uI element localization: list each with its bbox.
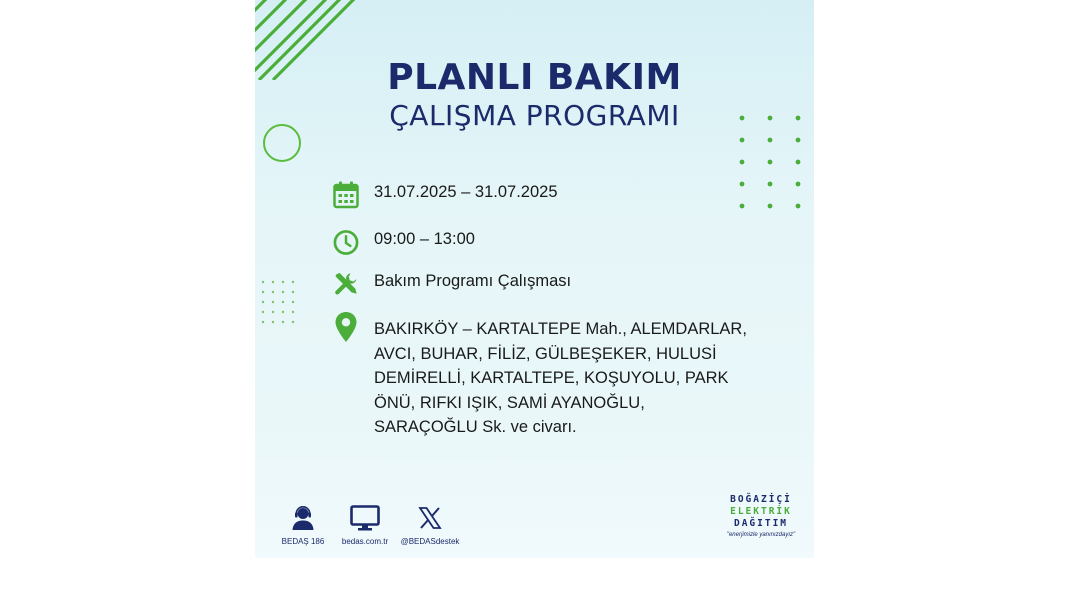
address-line: DEMİRELLİ, KARTALTEPE, KOŞUYOLU, PARK <box>374 369 729 387</box>
date-row <box>333 180 558 210</box>
address-line: ÖNÜ, RIFKI IŞIK, SAMİ AYANOĞLU, <box>374 393 645 412</box>
address-line: BAKIRKÖY – KARTALTEPE Mah., ALEMDARLAR, <box>374 320 747 338</box>
work-type-row <box>333 269 571 299</box>
page-title: PLANLI BAKIM <box>387 57 682 98</box>
address-line: SARAÇOĞLU Sk. ve civarı. <box>374 418 577 436</box>
company-logo <box>721 494 801 538</box>
location-pin-icon <box>333 311 359 343</box>
calendar-icon <box>333 180 359 210</box>
affected-areas <box>374 311 764 440</box>
x-logo-icon <box>397 503 463 533</box>
website-contact[interactable] <box>337 503 393 546</box>
work-type-text: Bakım Programı Çalışması <box>374 272 572 290</box>
logo-tagline: "enerjimizle yanınızdayız" <box>726 532 796 538</box>
x-handle-label: @BEDASdestek <box>400 537 460 546</box>
page-subtitle: ÇALIŞMA PROGRAMI <box>389 99 680 132</box>
monitor-icon <box>337 503 393 533</box>
time-range-text: 09:00 – 13:00 <box>374 230 475 248</box>
call-center-contact <box>275 503 331 546</box>
time-row <box>333 227 475 257</box>
small-dot-grid-decoration <box>261 280 301 324</box>
logo-line-3: DAĞITIM <box>733 518 789 529</box>
phone-label: BEDAŞ 186 <box>281 537 325 546</box>
call-center-agent-icon <box>275 503 331 533</box>
maintenance-card <box>255 0 814 558</box>
logo-line-1: BOĞAZİÇİ <box>730 494 792 505</box>
clock-icon <box>333 227 359 257</box>
x-contact[interactable] <box>397 503 463 546</box>
website-label: bedas.com.tr <box>341 537 389 546</box>
tools-icon <box>333 269 359 299</box>
logo-line-2: ELEKTRİK <box>730 506 792 517</box>
address-line: AVCI, BUHAR, FİLİZ, GÜLBEŞEKER, HULUSİ <box>374 344 717 363</box>
date-range-text: 31.07.2025 – 31.07.2025 <box>374 183 558 201</box>
location-row <box>333 311 764 440</box>
